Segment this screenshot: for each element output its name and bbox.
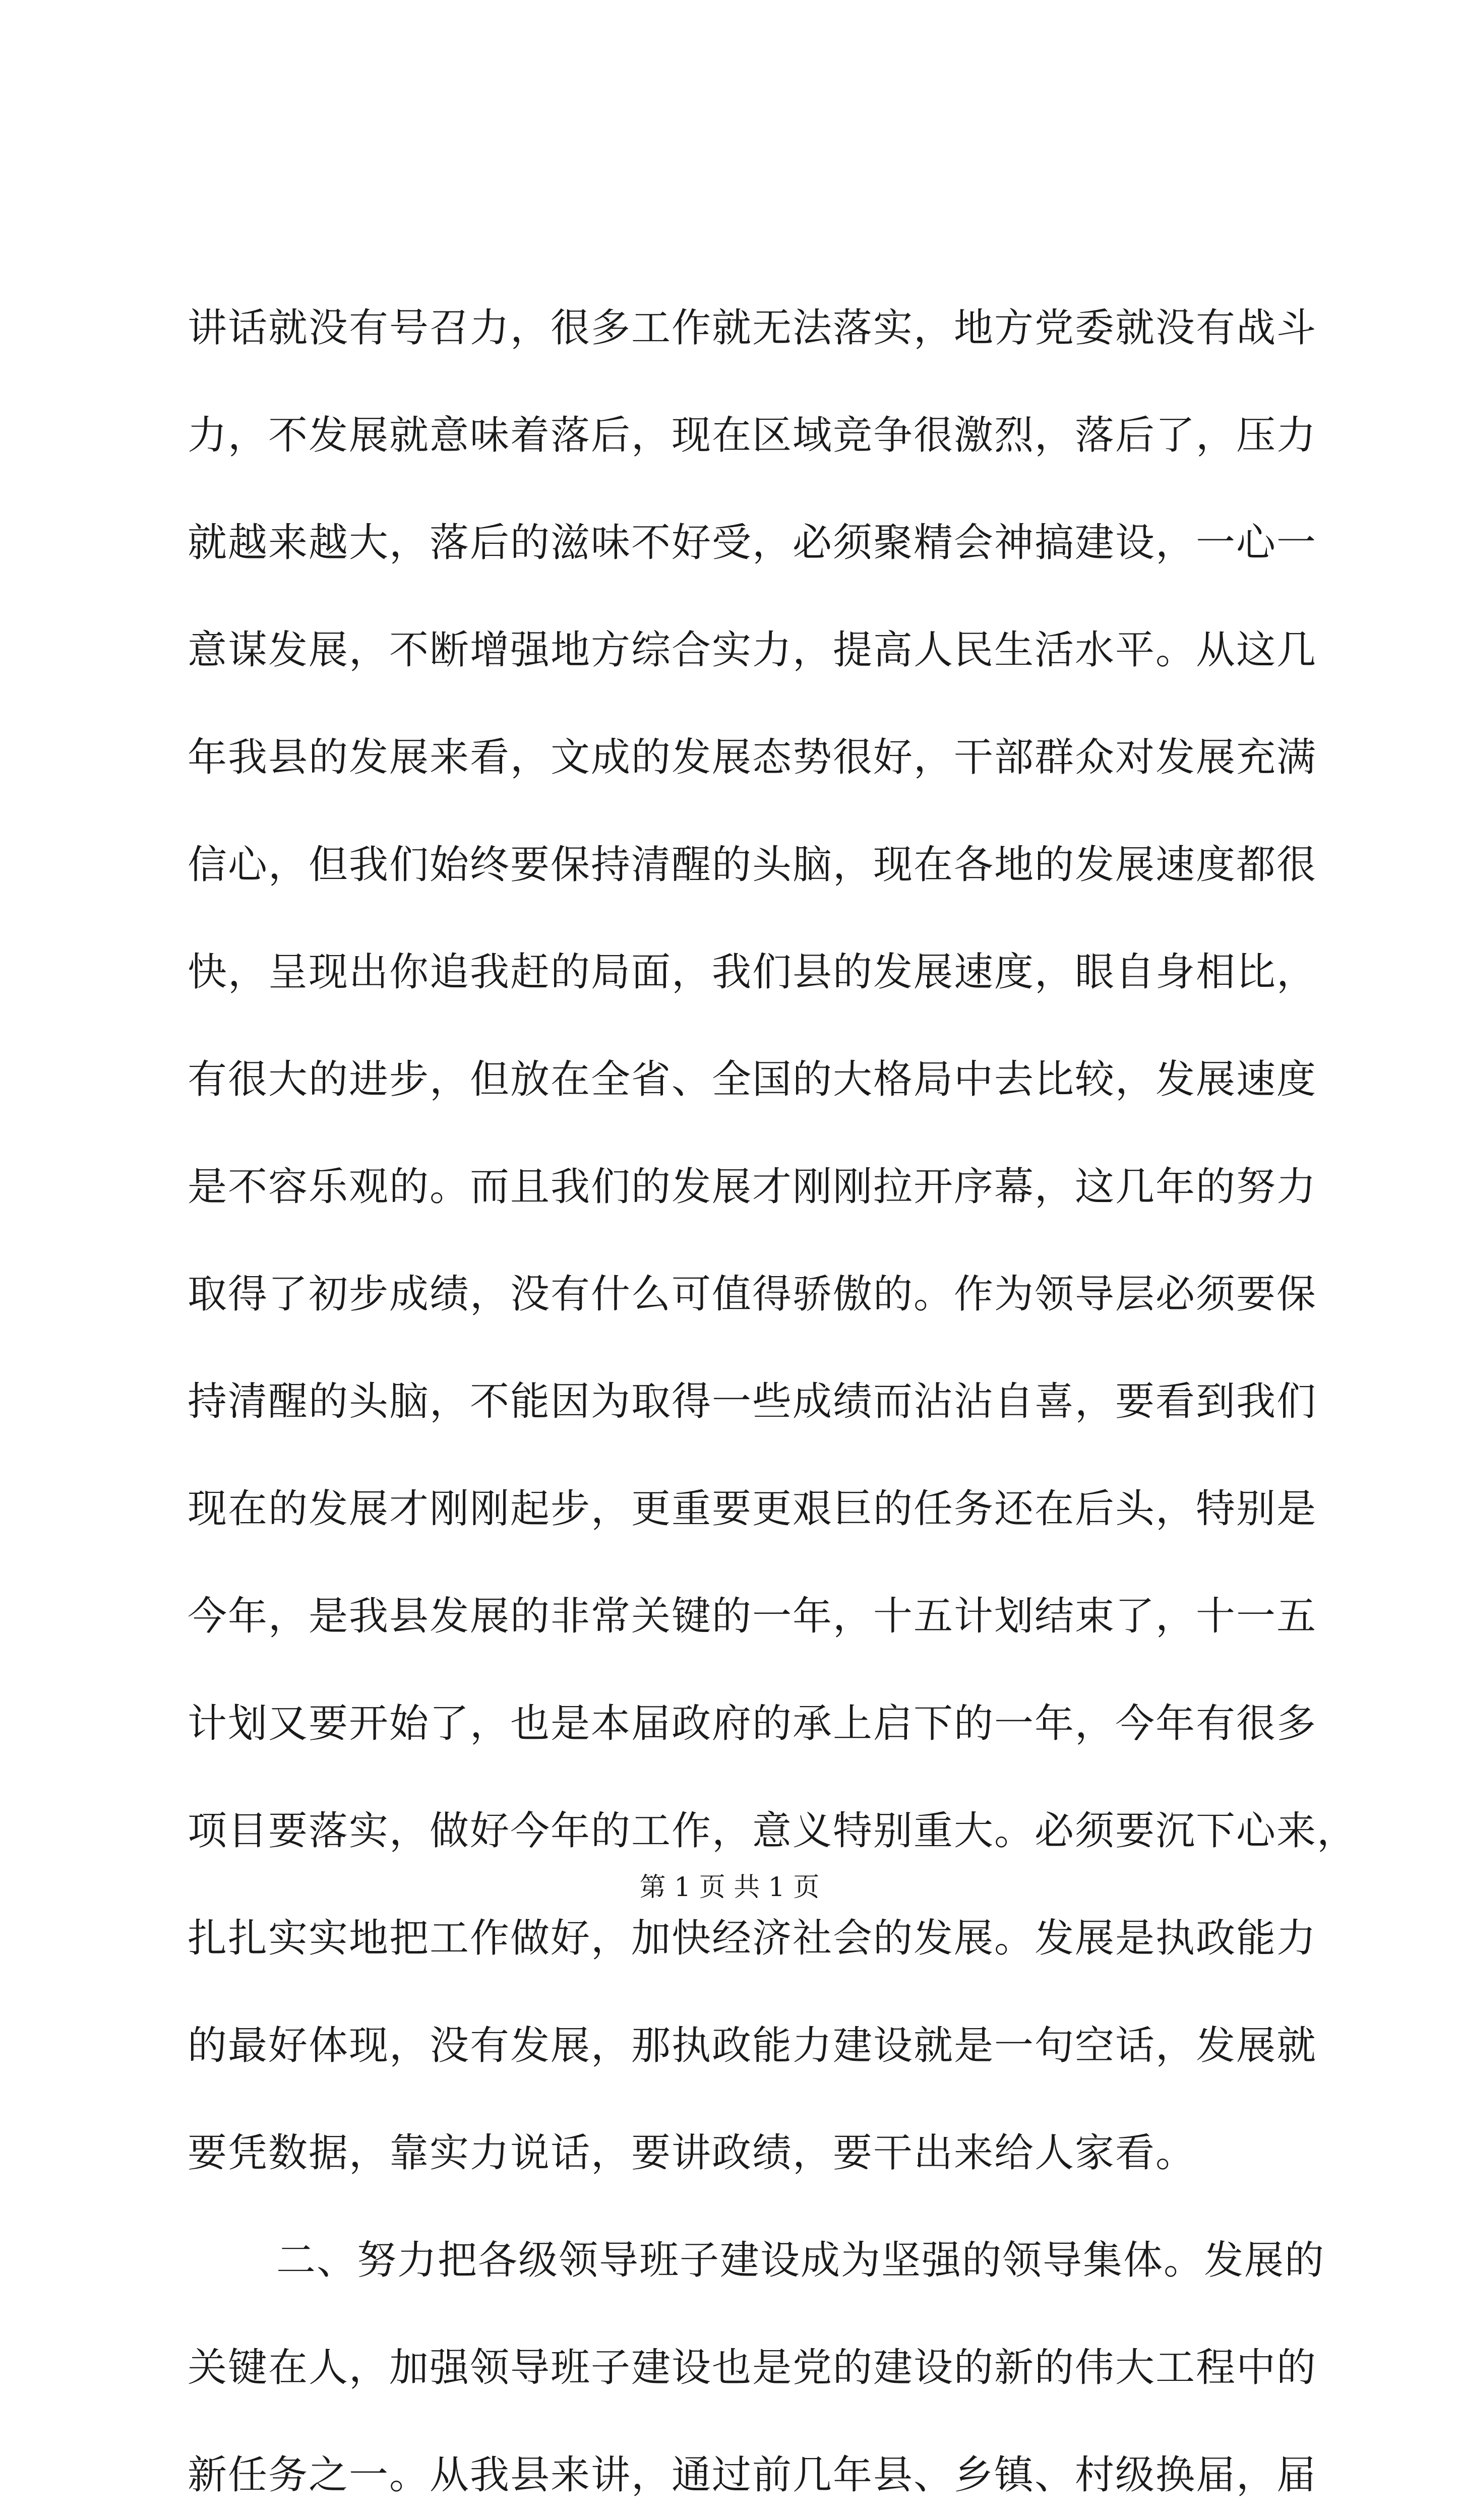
text-line: 有很大的进步，但放在全省、全国的大格局中去比较，发展速度 [188,1057,1317,1102]
text-line: 年我县的发展来看，文成的发展态势很好，干部群众对发展充满 [188,735,1317,780]
text-line: 快，呈现出你追我赶的局面，我们县的发展速度，眼自身相比， [188,950,1317,995]
text-line: 意谋发展，不断增强地方综合实力，提高人民生活水平。从这几 [188,627,1317,673]
body-text [188,275,1358,2520]
text-line: 计划又要开始了，也是本届政府的承上启下的一年，今年有很多 [188,1701,1317,1746]
text-line: 新任务之一。从我县来讲，通过前几年县、乡镇、村级换届，届 [188,2452,1317,2498]
page-footer: 第 1 页 共 1 页 [639,1872,820,1903]
text-line: 现在的发展才刚刚起步，更重要更艰巨的任务还在后头，特别是 [188,1486,1317,1532]
text-line: 力，不发展就意味着落后，现在区域竞争很激烈，落后了，压力 [188,413,1317,458]
text-line: 讲话就没有号召力，很多工作就无法落实，地方党委就没有战斗 [188,305,1317,351]
text-line: 的最好体现，没有发展，那执政能力建设就是一句空话，发展就 [188,2023,1317,2068]
text-line: 持清醒的头脑，不能因为取得一些成绩而沾沾自喜，要看到我们 [188,1379,1317,1424]
text-line: 扎扎实实地把工作做好，加快经济社会的发展。发展是执政能力 [188,1916,1317,1961]
text-line-paragraph-end: 要凭数据，靠实力说话，要讲政绩，要干出来给人家看。 [188,2130,1196,2176]
text-line: 就越来越大，落后的滋味不好受，必须聚精会神搞建设，一心一 [188,520,1317,565]
text-line: 信心，但我们始终要保持清醒的头脑，现在各地的发展速度都很 [188,842,1317,888]
text-line-paragraph-start: 二、努力把各级领导班子建设成为坚强的领导集体。发展的 [276,2238,1325,2283]
text-line: 是不容乐观的。而且我们的发展才刚刚拉开序幕，这几年的努力 [188,1164,1317,1210]
text-line: 取得了初步成绩，没有什么可值得骄傲的。作为领导层必须要保 [188,1272,1317,1317]
text-line: 今年，是我县发展的非常关键的一年，十五计划结束了，十一五 [188,1594,1317,1639]
text-line: 项目要落实，做好今年的工作，意义特别重大。必须要沉下心来， [188,1808,1358,1854]
text-line: 关键在人，加强领导班子建设也是党的建设的新的伟大工程中的 [188,2345,1317,2390]
